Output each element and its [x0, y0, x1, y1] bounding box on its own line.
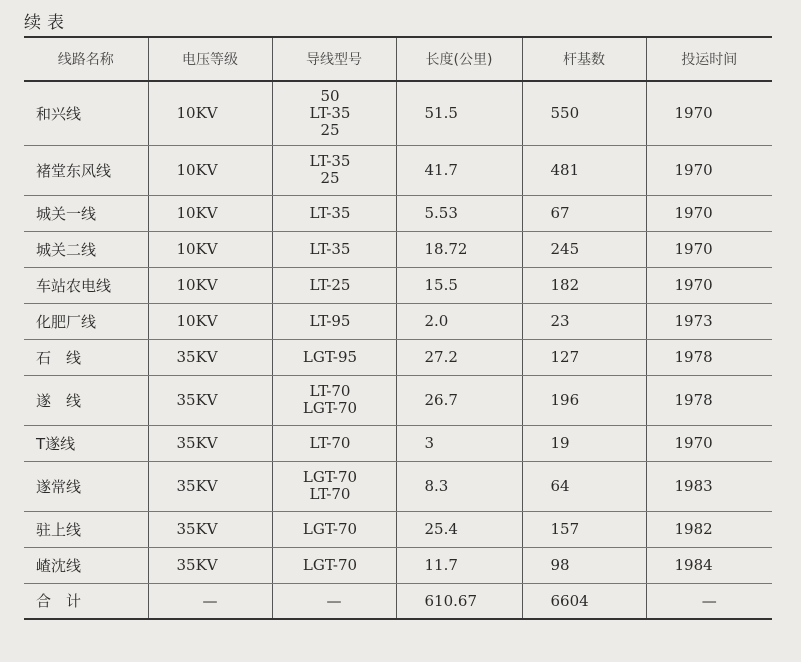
voltage-cell: 10KV: [148, 231, 272, 267]
line-name-cell: 驻上线: [24, 511, 148, 547]
pole-count-cell: 481: [522, 145, 646, 195]
voltage-cell: 35KV: [148, 339, 272, 375]
line-name-cell: T遂线: [24, 425, 148, 461]
header-commission-year: 投运时间: [646, 37, 772, 81]
pole-count-cell: 67: [522, 195, 646, 231]
wire-model-cell: [272, 425, 396, 461]
voltage-cell: 10KV: [148, 267, 272, 303]
wire-model-cell: [272, 375, 396, 425]
pole-count-cell: 196: [522, 375, 646, 425]
wire-model-line: LT-35: [309, 152, 351, 170]
wire-model-line: LT-25: [309, 275, 351, 294]
wire-model-line: LGT-70: [302, 468, 358, 486]
voltage-cell: 10KV: [148, 303, 272, 339]
voltage-cell: 10KV: [148, 145, 272, 195]
wire-model-cell: [272, 267, 396, 303]
header-pole-count: 杆基数: [522, 37, 646, 81]
length-cell: 8.3: [396, 461, 522, 511]
wire-model-line: LT-70: [309, 433, 351, 452]
commission-year-cell: 1982: [646, 511, 772, 547]
pole-count-cell: 157: [522, 511, 646, 547]
wire-model-line: LGT-70: [302, 555, 358, 574]
wire-model-cell: [272, 339, 396, 375]
wire-model-line: LT-70: [309, 485, 351, 503]
wire-model-cell: [272, 145, 396, 195]
wire-model-line: 50: [320, 86, 340, 105]
table-row: [24, 425, 772, 461]
commission-year-cell: 1970: [646, 231, 772, 267]
wire-model-line: LGT-70: [302, 399, 358, 417]
table-row: [24, 375, 772, 425]
commission-year-cell: 1970: [646, 267, 772, 303]
line-name-cell: 嵖沈线: [24, 547, 148, 583]
length-cell: 27.2: [396, 339, 522, 375]
commission-year-cell: 1978: [646, 375, 772, 425]
length-cell: 41.7: [396, 145, 522, 195]
commission-year-cell: 1970: [646, 81, 772, 145]
commission-year-cell: 1983: [646, 461, 772, 511]
table-row: [24, 145, 772, 195]
length-cell: 51.5: [396, 81, 522, 145]
commission-year-cell: 1970: [646, 425, 772, 461]
wire-model-line: LGT-95: [302, 347, 358, 366]
table-caption: 续表: [24, 13, 70, 33]
line-name-cell: 城关一线: [24, 195, 148, 231]
commission-year-cell: 1970: [646, 145, 772, 195]
total-length: 610.67: [396, 583, 522, 619]
line-name-cell: 褚堂东风线: [24, 145, 148, 195]
length-cell: 15.5: [396, 267, 522, 303]
line-name-cell: 遂常线: [24, 461, 148, 511]
wire-model-cell: [272, 231, 396, 267]
wire-model-line: LT-35: [309, 203, 351, 222]
pole-count-cell: 245: [522, 231, 646, 267]
total-pole-count: 6604: [522, 583, 646, 619]
header-voltage: 电压等级: [148, 37, 272, 81]
table-row: [24, 303, 772, 339]
table-row: [24, 461, 772, 511]
length-cell: 11.7: [396, 547, 522, 583]
length-cell: 26.7: [396, 375, 522, 425]
table-row: [24, 547, 772, 583]
wire-model-line: LT-70: [309, 382, 351, 400]
power-line-table: [24, 36, 772, 620]
table-row: [24, 231, 772, 267]
line-name-cell: 和兴线: [24, 81, 148, 145]
voltage-cell: 35KV: [148, 425, 272, 461]
voltage-cell: 35KV: [148, 547, 272, 583]
commission-year-cell: 1978: [646, 339, 772, 375]
voltage-cell: 10KV: [148, 195, 272, 231]
wire-model-line: LGT-70: [302, 519, 358, 538]
length-cell: 25.4: [396, 511, 522, 547]
total-year: —: [646, 583, 772, 619]
wire-model-line: 25: [320, 169, 340, 187]
wire-model-line: 25: [320, 120, 340, 139]
wire-model-cell: [272, 81, 396, 145]
line-name-cell: 遂 线: [24, 375, 148, 425]
pole-count-cell: 19: [522, 425, 646, 461]
wire-model-cell: [272, 547, 396, 583]
pole-count-cell: 182: [522, 267, 646, 303]
table-row: [24, 339, 772, 375]
total-label: 合 计: [24, 583, 148, 619]
length-cell: 5.53: [396, 195, 522, 231]
line-name-cell: 石 线: [24, 339, 148, 375]
commission-year-cell: 1970: [646, 195, 772, 231]
header-line-name: 线路名称: [24, 37, 148, 81]
header-length: 长度(公里): [396, 37, 522, 81]
total-wire-model: —: [272, 583, 396, 619]
pole-count-cell: 127: [522, 339, 646, 375]
length-cell: 3: [396, 425, 522, 461]
commission-year-cell: 1973: [646, 303, 772, 339]
table-header-row: [24, 37, 772, 81]
header-wire-model: 导线型号: [272, 37, 396, 81]
pole-count-cell: 23: [522, 303, 646, 339]
wire-model-line: LT-95: [309, 311, 351, 330]
pole-count-cell: 64: [522, 461, 646, 511]
wire-model-cell: [272, 303, 396, 339]
total-voltage: —: [148, 583, 272, 619]
line-name-cell: 车站农电线: [24, 267, 148, 303]
total-row: [24, 583, 772, 619]
table-row: [24, 511, 772, 547]
wire-model-cell: [272, 461, 396, 511]
voltage-cell: 35KV: [148, 375, 272, 425]
wire-model-cell: [272, 511, 396, 547]
wire-model-line: LT-35: [309, 103, 351, 122]
table-row: [24, 267, 772, 303]
commission-year-cell: 1984: [646, 547, 772, 583]
line-name-cell: 城关二线: [24, 231, 148, 267]
length-cell: 18.72: [396, 231, 522, 267]
length-cell: 2.0: [396, 303, 522, 339]
voltage-cell: 10KV: [148, 81, 272, 145]
wire-model-cell: [272, 195, 396, 231]
pole-count-cell: 550: [522, 81, 646, 145]
wire-model-line: LT-35: [309, 239, 351, 258]
voltage-cell: 35KV: [148, 511, 272, 547]
table-row: [24, 195, 772, 231]
table-row: [24, 81, 772, 145]
line-name-cell: 化肥厂线: [24, 303, 148, 339]
pole-count-cell: 98: [522, 547, 646, 583]
voltage-cell: 35KV: [148, 461, 272, 511]
